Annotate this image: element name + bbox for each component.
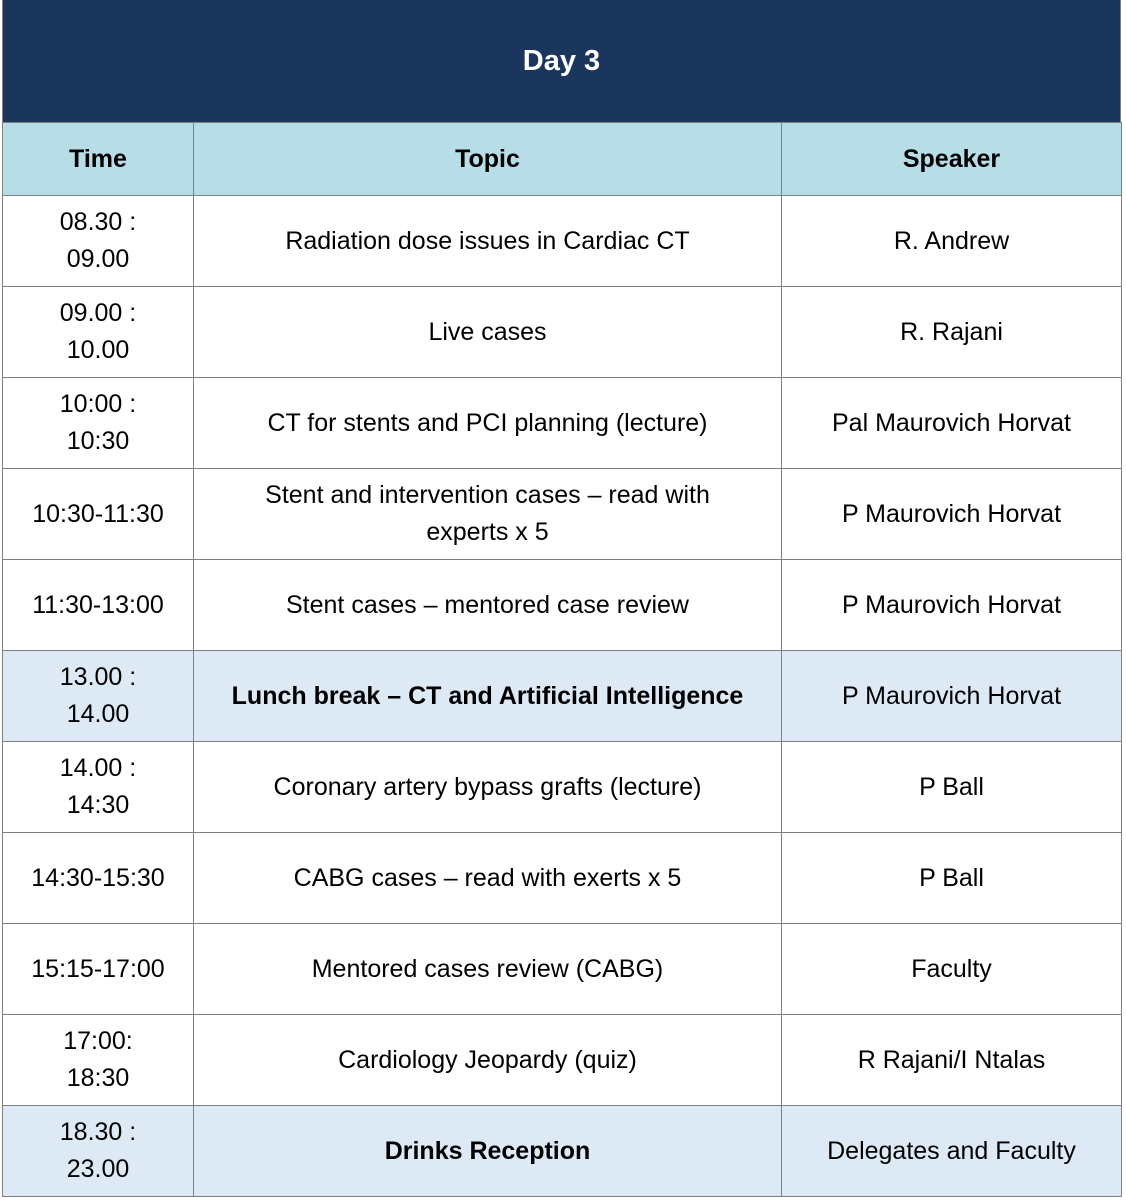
speaker-cell: P Ball [782,833,1122,924]
table-row [3,378,1122,469]
table-row [3,833,1122,924]
speaker-cell: R. Rajani [782,287,1122,378]
topic-cell: Stent and intervention cases – read with experts x 5 [194,469,782,560]
speaker-cell: P Maurovich Horvat [782,560,1122,651]
speaker-cell: P Maurovich Horvat [782,651,1122,742]
topic-cell: CABG cases – read with exerts x 5 [194,833,782,924]
table-row [3,651,1122,742]
schedule-table [2,122,1122,1197]
header-row [3,123,1122,196]
speaker-cell: Faculty [782,924,1122,1015]
table-row [3,469,1122,560]
schedule [2,0,1121,1197]
table-row [3,1106,1122,1197]
schedule-body [3,196,1122,1197]
speaker-cell: P Ball [782,742,1122,833]
time-cell: 13.00 : 14.00 [3,651,194,742]
time-cell: 10:30-11:30 [3,469,194,560]
header-topic: Topic [194,123,782,196]
speaker-cell: Pal Maurovich Horvat [782,378,1122,469]
time-cell: 11:30-13:00 [3,560,194,651]
topic-cell: CT for stents and PCI planning (lecture) [194,378,782,469]
time-cell: 14:30-15:30 [3,833,194,924]
time-cell: 15:15-17:00 [3,924,194,1015]
time-cell: 10:00 : 10:30 [3,378,194,469]
header-speaker: Speaker [782,123,1122,196]
table-row [3,1015,1122,1106]
topic-cell: Cardiology Jeopardy (quiz) [194,1015,782,1106]
speaker-cell: P Maurovich Horvat [782,469,1122,560]
topic-cell: Lunch break – CT and Artificial Intelligence [194,651,782,742]
header-time: Time [3,123,194,196]
topic-cell: Live cases [194,287,782,378]
time-cell: 08.30 : 09.00 [3,196,194,287]
topic-cell: Stent cases – mentored case review [194,560,782,651]
time-cell: 09.00 : 10.00 [3,287,194,378]
topic-cell: Mentored cases review (CABG) [194,924,782,1015]
speaker-cell: R. Andrew [782,196,1122,287]
time-cell: 17:00: 18:30 [3,1015,194,1106]
table-row [3,742,1122,833]
time-cell: 18.30 : 23.00 [3,1106,194,1197]
speaker-cell: Delegates and Faculty [782,1106,1122,1197]
topic-cell: Radiation dose issues in Cardiac CT [194,196,782,287]
table-row [3,287,1122,378]
topic-cell: Drinks Reception [194,1106,782,1197]
speaker-cell: R Rajani/I Ntalas [782,1015,1122,1106]
table-row [3,560,1122,651]
time-cell: 14.00 : 14:30 [3,742,194,833]
table-row [3,924,1122,1015]
topic-cell: Coronary artery bypass grafts (lecture) [194,742,782,833]
table-row [3,196,1122,287]
day-title: Day 3 [2,0,1121,122]
